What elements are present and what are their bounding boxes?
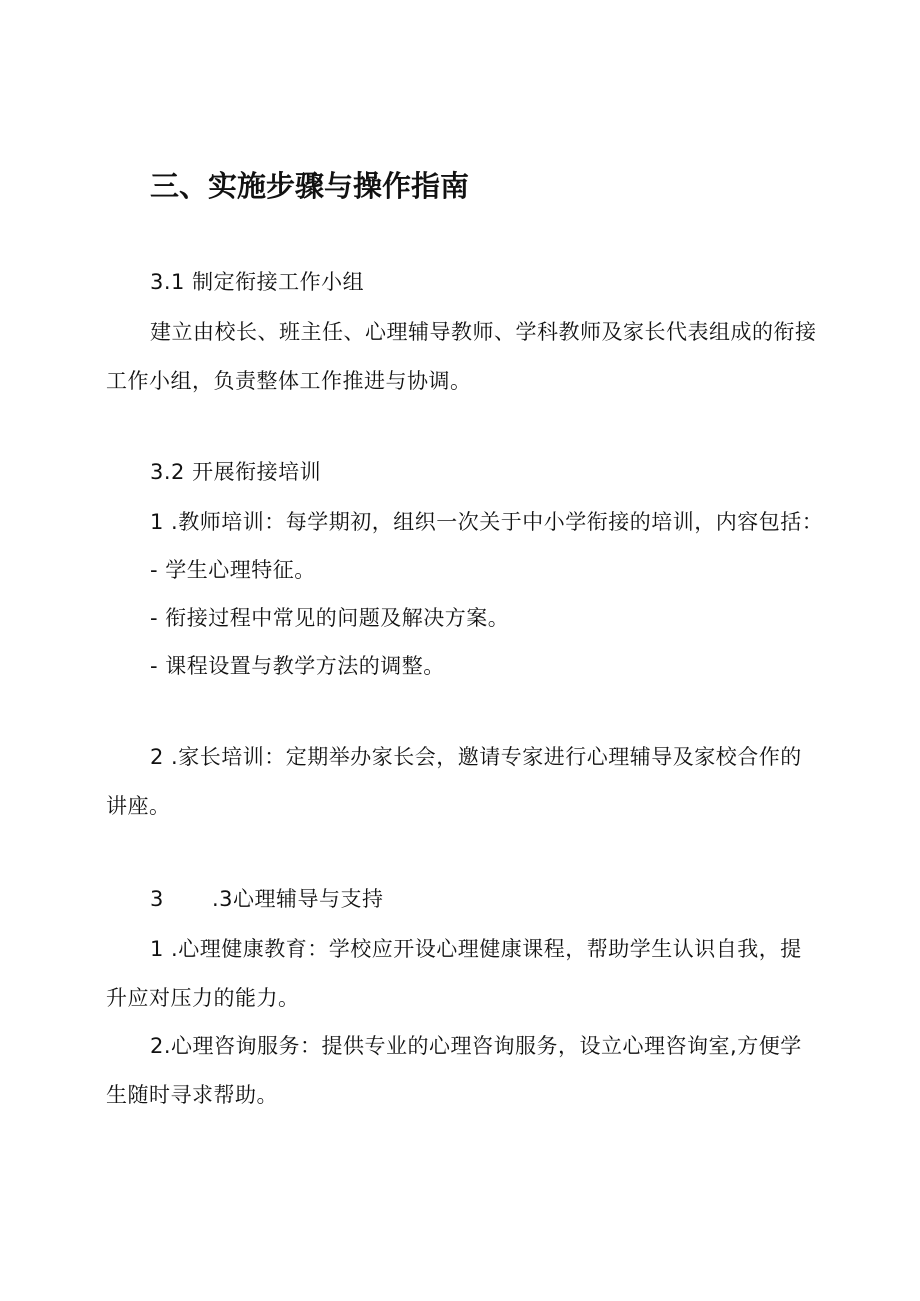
- section-3-1-heading: 3.1 制定衔接工作小组: [150, 270, 365, 294]
- section-title: 三、实施步骤与操作指南: [150, 169, 470, 203]
- section-3-3-heading: .3心理辅导与支持: [212, 887, 384, 911]
- section-3-1-paragraph-line-1: 建立由校长、班主任、心理辅导教师、学科教师及家长代表组成的衔接: [150, 320, 817, 344]
- section-3-2-bullet-1: - 学生心理特征。: [150, 558, 316, 582]
- section-3-2-item-2-line-1: 2 .家长培训：定期举办家长会，邀请专家进行心理辅导及家校合作的: [150, 745, 802, 769]
- section-3-1-paragraph-line-2: 工作小组，负责整体工作推进与协调。: [106, 369, 472, 393]
- section-3-3-item-1-line-2: 升应对压力的能力。: [106, 986, 300, 1010]
- section-3-2-bullet-2: - 衔接过程中常见的问题及解决方案。: [150, 606, 510, 630]
- section-3-3-item-2-line-2: 生随时寻求帮助。: [106, 1083, 278, 1107]
- section-3-3-heading-number: 3: [150, 887, 164, 911]
- section-3-3-item-1-line-1: 1 .心理健康教育：学校应开设心理健康课程，帮助学生认识自我，提: [150, 937, 802, 961]
- section-3-2-item-2-line-2: 讲座。: [106, 794, 171, 818]
- section-3-2-bullet-3: - 课程设置与教学方法的调整。: [150, 654, 445, 678]
- section-3-2-heading: 3.2 开展衔接培训: [150, 460, 322, 484]
- section-3-3-item-2-line-1: 2.心理咨询服务：提供专业的心理咨询服务，设立心理咨询室,方便学: [150, 1034, 802, 1058]
- section-3-2-item-1: 1 .教师培训：每学期初，组织一次关于中小学衔接的培训，内容包括：: [150, 510, 824, 534]
